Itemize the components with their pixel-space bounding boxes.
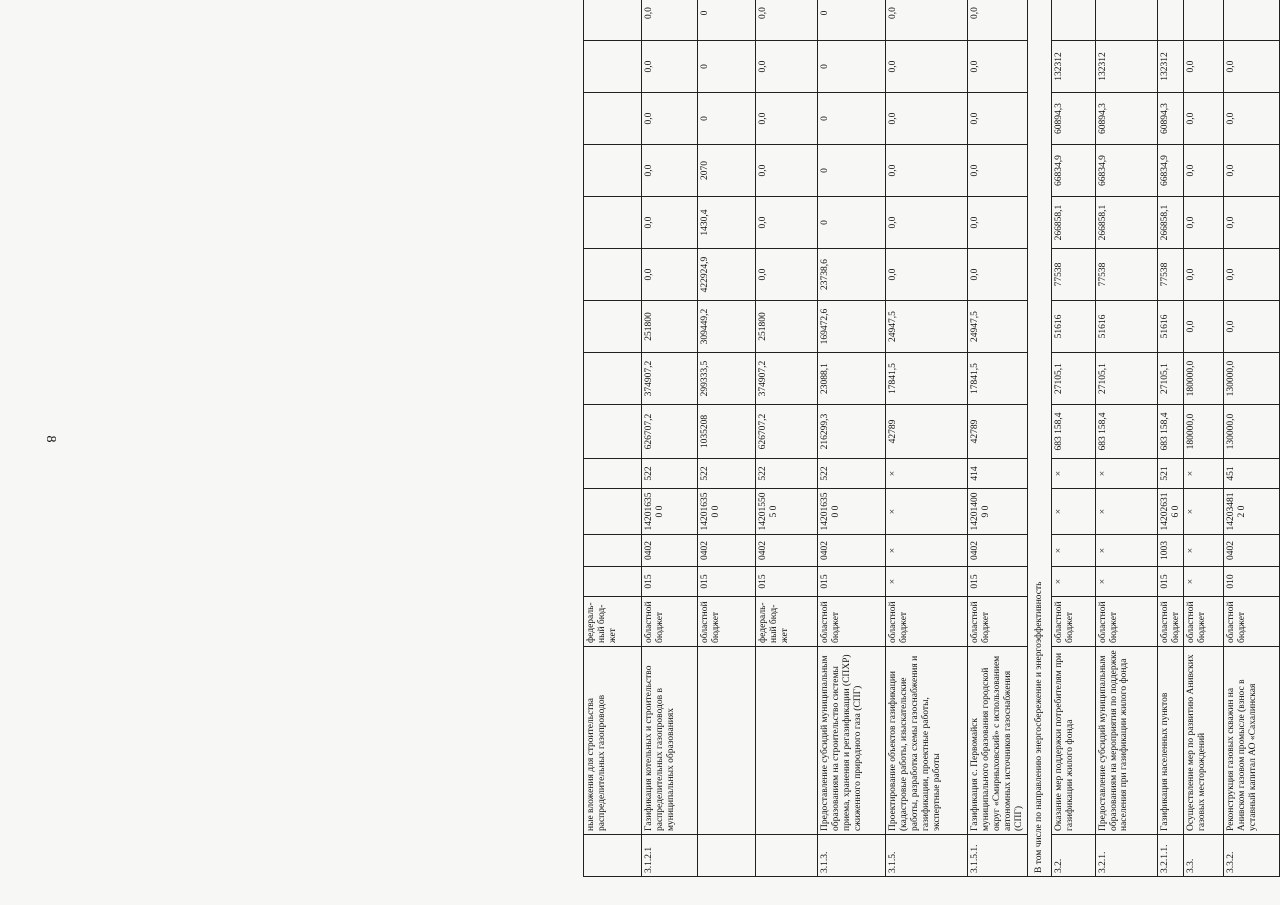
cell-num bbox=[698, 835, 756, 877]
table-row bbox=[698, 0, 756, 877]
cell-v8: 0,0 bbox=[1224, 41, 1280, 93]
cell-v3: 24947,5 bbox=[886, 301, 968, 353]
cell-budget: областной бюджет bbox=[1051, 597, 1095, 647]
cell-v9 bbox=[1184, 0, 1224, 41]
cell-name: Газификация котельных и строительство распределительных газопроводов в муниципальных образованиях bbox=[642, 647, 698, 835]
cell-v3: 51616 bbox=[1157, 301, 1184, 353]
cell-budget: областной бюджет bbox=[642, 597, 698, 647]
cell-v5: 0,0 bbox=[886, 197, 968, 249]
cell-name: Предоставление субсидий муниципальным образованиям на мероприятия по поддержке населения при газификации жилого фонда bbox=[1095, 647, 1157, 835]
cell-num: 3.3.2. bbox=[1224, 835, 1280, 877]
cell-v4: 23738,6 bbox=[818, 249, 886, 301]
table-row bbox=[1095, 0, 1157, 877]
cell-v1: 42789 bbox=[886, 405, 968, 459]
cell-v1: 216299,3 bbox=[818, 405, 886, 459]
cell-num: 3.1.5. bbox=[886, 835, 968, 877]
cell-cs: 142016350 0 bbox=[818, 489, 886, 535]
cell-v2: 130000,0 bbox=[1224, 353, 1280, 405]
cell-gr: × bbox=[1184, 567, 1224, 597]
cell-v5 bbox=[584, 197, 642, 249]
cell-v3: 251800 bbox=[756, 301, 818, 353]
cell-rz: × bbox=[1184, 535, 1224, 567]
cell-cs: 142034812 0 bbox=[1224, 489, 1280, 535]
cell-v3: 251800 bbox=[642, 301, 698, 353]
cell-gr: 015 bbox=[642, 567, 698, 597]
cell-v9 bbox=[1157, 0, 1184, 41]
cell-v2 bbox=[584, 353, 642, 405]
cell-v4: 77538 bbox=[1157, 249, 1184, 301]
cell-v6: 66834,9 bbox=[1095, 145, 1157, 197]
cell-v7: 60894,3 bbox=[1095, 93, 1157, 145]
cell-num: 3.2. bbox=[1051, 835, 1095, 877]
cell-v8: 132312 bbox=[1157, 41, 1184, 93]
cell-vr: × bbox=[1051, 459, 1095, 489]
table-row bbox=[886, 0, 968, 877]
cell-v3: 51616 bbox=[1051, 301, 1095, 353]
cell-v5: 266858,1 bbox=[1051, 197, 1095, 249]
cell-cs: 142016350 0 bbox=[698, 489, 756, 535]
cell-rz: 0402 bbox=[698, 535, 756, 567]
cell-v4: 0,0 bbox=[968, 249, 1028, 301]
cell-v5: 266858,1 bbox=[1157, 197, 1184, 249]
cell-v7 bbox=[584, 93, 642, 145]
cell-v9 bbox=[584, 0, 642, 41]
cell-budget: федераль-ный бюд-жет bbox=[584, 597, 642, 647]
cell-vr: × bbox=[886, 459, 968, 489]
cell-vr: 414 bbox=[968, 459, 1028, 489]
cell-v6: 0,0 bbox=[642, 145, 698, 197]
cell-v6: 0,0 bbox=[1224, 145, 1280, 197]
cell-v5: 0 bbox=[818, 197, 886, 249]
cell-cs: 142014009 0 bbox=[968, 489, 1028, 535]
cell-v9: 0,0 bbox=[886, 0, 968, 41]
cell-cs: × bbox=[1095, 489, 1157, 535]
cell-v8: 0,0 bbox=[642, 41, 698, 93]
cell-v7: 0,0 bbox=[756, 93, 818, 145]
cell-v7: 60894,3 bbox=[1051, 93, 1095, 145]
cell-v4: 77538 bbox=[1095, 249, 1157, 301]
cell-num bbox=[584, 835, 642, 877]
cell-name: Реконструкция газовых скважин на Анивском газовом промысле (взнос в уставный капитал АО «Сахалинская bbox=[1224, 647, 1280, 835]
cell-cs: 142015505 0 bbox=[756, 489, 818, 535]
cell-v1: 683 158,4 bbox=[1095, 405, 1157, 459]
cell-budget: областной бюджет bbox=[698, 597, 756, 647]
cell-v4: 77538 bbox=[1051, 249, 1095, 301]
cell-name: Газификация населенных пунктов bbox=[1157, 647, 1184, 835]
cell-v2: 299333,5 bbox=[698, 353, 756, 405]
cell-v7: 0,0 bbox=[1184, 93, 1224, 145]
cell-rz: 0402 bbox=[818, 535, 886, 567]
cell-v3: 51616 bbox=[1095, 301, 1157, 353]
cell-v6: 2070 bbox=[698, 145, 756, 197]
table-row bbox=[1157, 0, 1184, 877]
table-row bbox=[1184, 0, 1224, 877]
cell-num bbox=[756, 835, 818, 877]
table-row bbox=[756, 0, 818, 877]
table-row bbox=[1027, 0, 1051, 877]
table-row bbox=[968, 0, 1028, 877]
cell-num: 3.1.3. bbox=[818, 835, 886, 877]
cell-v7: 0 bbox=[698, 93, 756, 145]
cell-v2: 374907,2 bbox=[642, 353, 698, 405]
cell-v8: 132312 bbox=[1051, 41, 1095, 93]
cell-v1: 1035208 bbox=[698, 405, 756, 459]
cell-name: Проектирование объектов газификации (кадастровые работы, изыскательские работы, разработка схемы газоснабжения и газификации, проектные работы, экспертные работы bbox=[886, 647, 968, 835]
cell-v2: 27105,1 bbox=[1157, 353, 1184, 405]
cell-gr: × bbox=[886, 567, 968, 597]
cell-name: Оказание мер поддержки потребителям при газификации жилого фонда bbox=[1051, 647, 1095, 835]
cell-gr: 015 bbox=[968, 567, 1028, 597]
cell-v8: 0,0 bbox=[968, 41, 1028, 93]
cell-gr bbox=[584, 567, 642, 597]
cell-v8: 0,0 bbox=[886, 41, 968, 93]
cell-v6: 66834,9 bbox=[1157, 145, 1184, 197]
cell-v9: 0,0 bbox=[642, 0, 698, 41]
cell-rz: 0402 bbox=[1224, 535, 1280, 567]
cell-v7: 0,0 bbox=[968, 93, 1028, 145]
cell-num: 3.2.1.1. bbox=[1157, 835, 1184, 877]
cell-name: Газификация с. Первомайск муниципального образования городской округ «Смирныховский» с использованием автономных источников газоснабжения (СПГ) bbox=[968, 647, 1028, 835]
cell-v6: 66834,9 bbox=[1051, 145, 1095, 197]
cell-gr: 015 bbox=[698, 567, 756, 597]
cell-gr: 015 bbox=[756, 567, 818, 597]
cell-v5: 0,0 bbox=[756, 197, 818, 249]
cell-vr: 522 bbox=[756, 459, 818, 489]
cell-v2: 27105,1 bbox=[1095, 353, 1157, 405]
cell-v1: 683 158,4 bbox=[1051, 405, 1095, 459]
cell-v4: 0,0 bbox=[1184, 249, 1224, 301]
cell-cs: × bbox=[1184, 489, 1224, 535]
cell-v6 bbox=[584, 145, 642, 197]
cell-budget: областной бюджет bbox=[818, 597, 886, 647]
cell-rz: × bbox=[1095, 535, 1157, 567]
cell-v6: 0,0 bbox=[1184, 145, 1224, 197]
cell-v1 bbox=[584, 405, 642, 459]
page-number: 8 bbox=[43, 435, 58, 443]
table-row bbox=[642, 0, 698, 877]
cell-v4: 0,0 bbox=[1224, 249, 1280, 301]
cell-budget: федераль-ный бюд-жет bbox=[756, 597, 818, 647]
cell-num: 3.2.1. bbox=[1095, 835, 1157, 877]
table-row bbox=[584, 0, 642, 877]
cell-budget: областной бюджет bbox=[1224, 597, 1280, 647]
cell-v5: 0,0 bbox=[1224, 197, 1280, 249]
table-row bbox=[1051, 0, 1095, 877]
cell-rz: 0402 bbox=[642, 535, 698, 567]
cell-v1: 130000,0 bbox=[1224, 405, 1280, 459]
cell-v9: 0,0 bbox=[756, 0, 818, 41]
cell-rz: 0402 bbox=[968, 535, 1028, 567]
cell-v4: 0,0 bbox=[886, 249, 968, 301]
cell-v7: 0,0 bbox=[1224, 93, 1280, 145]
cell-v3: 24947,5 bbox=[968, 301, 1028, 353]
cell-name bbox=[698, 647, 756, 835]
cell-v6: 0,0 bbox=[756, 145, 818, 197]
cell-v8 bbox=[584, 41, 642, 93]
cell-budget: областной бюджет bbox=[968, 597, 1028, 647]
cell-v2: 23088,1 bbox=[818, 353, 886, 405]
cell-v9: 0 bbox=[698, 0, 756, 41]
cell-name: Предоставление субсидий муниципальным образованиям на строительство системы приема, хранения и регазификации (СПХР) сжиженного природного газа (СПГ) bbox=[818, 647, 886, 835]
cell-v2: 27105,1 bbox=[1051, 353, 1095, 405]
cell-vr: 522 bbox=[818, 459, 886, 489]
cell-v9: 0,0 bbox=[968, 0, 1028, 41]
cell-rz: 1003 bbox=[1157, 535, 1184, 567]
cell-rz: 0402 bbox=[756, 535, 818, 567]
cell-budget: областной бюджет bbox=[886, 597, 968, 647]
cell-name bbox=[756, 647, 818, 835]
cell-v2: 17841,5 bbox=[886, 353, 968, 405]
cell-v9 bbox=[1224, 0, 1280, 41]
cell-vr: 522 bbox=[698, 459, 756, 489]
cell-v9 bbox=[1051, 0, 1095, 41]
cell-budget: областной бюджет bbox=[1157, 597, 1184, 647]
cell-v2: 374907,2 bbox=[756, 353, 818, 405]
cell-v5: 266858,1 bbox=[1095, 197, 1157, 249]
cell-cs: × bbox=[886, 489, 968, 535]
cell-v9: 0 bbox=[818, 0, 886, 41]
cell-v6: 0,0 bbox=[886, 145, 968, 197]
cell-name: ные вложения для строительства распределительных газопроводов bbox=[584, 647, 642, 835]
cell-v2: 180000,0 bbox=[1184, 353, 1224, 405]
cell-num: 3.1.2.1 bbox=[642, 835, 698, 877]
cell-v6: 0 bbox=[818, 145, 886, 197]
cell-v6: 0,0 bbox=[968, 145, 1028, 197]
cell-vr: 451 bbox=[1224, 459, 1280, 489]
cell-v5: 0,0 bbox=[968, 197, 1028, 249]
cell-gr: 015 bbox=[1157, 567, 1184, 597]
cell-num: 3.3. bbox=[1184, 835, 1224, 877]
cell-vr: × bbox=[1095, 459, 1157, 489]
cell-budget: областной бюджет bbox=[1184, 597, 1224, 647]
cell-v3 bbox=[584, 301, 642, 353]
cell-v4: 422924,9 bbox=[698, 249, 756, 301]
cell-v1: 180000,0 bbox=[1184, 405, 1224, 459]
cell-v5: 1430,4 bbox=[698, 197, 756, 249]
cell-v7: 0,0 bbox=[886, 93, 968, 145]
cell-v3: 0,0 bbox=[1184, 301, 1224, 353]
cell-gr: × bbox=[1051, 567, 1095, 597]
cell-v4: 0,0 bbox=[756, 249, 818, 301]
cell-v8: 0 bbox=[698, 41, 756, 93]
cell-cs: 142016350 0 bbox=[642, 489, 698, 535]
cell-name: Осуществление мер по развитию Анивских газовых месторождений bbox=[1184, 647, 1224, 835]
cell-v5: 0,0 bbox=[642, 197, 698, 249]
section-heading-cell: В том числе по направлению энергосбережение и энергоэффективность bbox=[1027, 0, 1051, 877]
cell-cs: 142026316 0 bbox=[1157, 489, 1184, 535]
cell-v4: 0,0 bbox=[642, 249, 698, 301]
cell-rz bbox=[584, 535, 642, 567]
cell-v7: 60894,3 bbox=[1157, 93, 1184, 145]
cell-cs: × bbox=[1051, 489, 1095, 535]
cell-budget: областной бюджет bbox=[1095, 597, 1157, 647]
cell-v1: 626707,2 bbox=[756, 405, 818, 459]
cell-vr bbox=[584, 459, 642, 489]
table-row bbox=[1224, 0, 1280, 877]
cell-vr: 521 bbox=[1157, 459, 1184, 489]
cell-rz: × bbox=[1051, 535, 1095, 567]
cell-v1: 683 158,4 bbox=[1157, 405, 1184, 459]
cell-num: 3.1.5.1. bbox=[968, 835, 1028, 877]
cell-v5: 0,0 bbox=[1184, 197, 1224, 249]
cell-v4 bbox=[584, 249, 642, 301]
cell-v8: 132312 bbox=[1095, 41, 1157, 93]
cell-v7: 0 bbox=[818, 93, 886, 145]
cell-v1: 626707,2 bbox=[642, 405, 698, 459]
cell-vr: 522 bbox=[642, 459, 698, 489]
cell-v2: 17841,5 bbox=[968, 353, 1028, 405]
table-row bbox=[818, 0, 886, 877]
cell-v8: 0,0 bbox=[1184, 41, 1224, 93]
cell-v8: 0 bbox=[818, 41, 886, 93]
budget-table bbox=[583, 0, 1280, 877]
cell-vr: × bbox=[1184, 459, 1224, 489]
cell-gr: 010 bbox=[1224, 567, 1280, 597]
cell-v3: 309449,2 bbox=[698, 301, 756, 353]
rotated-table-container bbox=[583, 7, 1259, 877]
cell-cs bbox=[584, 489, 642, 535]
cell-v1: 42789 bbox=[968, 405, 1028, 459]
cell-gr: 015 bbox=[818, 567, 886, 597]
cell-v7: 0,0 bbox=[642, 93, 698, 145]
cell-v3: 169472,6 bbox=[818, 301, 886, 353]
cell-v3: 0,0 bbox=[1224, 301, 1280, 353]
cell-rz: × bbox=[886, 535, 968, 567]
cell-gr: × bbox=[1095, 567, 1157, 597]
cell-v9 bbox=[1095, 0, 1157, 41]
cell-v8: 0,0 bbox=[756, 41, 818, 93]
